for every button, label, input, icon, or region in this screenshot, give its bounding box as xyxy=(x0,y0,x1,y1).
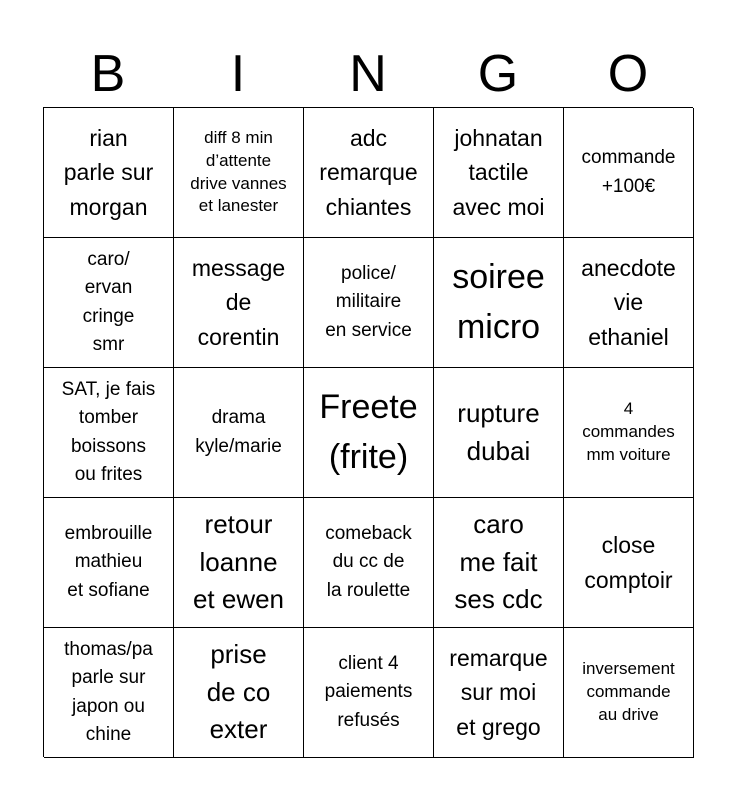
header-letter-b: B xyxy=(90,45,126,103)
cell-text: diff 8 min d’attente drive vannes et lanester xyxy=(190,127,287,216)
cell-text: adc remarque chiantes xyxy=(319,124,418,220)
bingo-cell[interactable] xyxy=(44,368,174,498)
bingo-cell[interactable] xyxy=(304,628,434,758)
cell-text: Freete (frite) xyxy=(319,388,418,476)
bingo-cell[interactable] xyxy=(44,238,174,368)
cell-text: commande +100€ xyxy=(581,147,676,197)
cell-text: soiree micro xyxy=(452,258,545,346)
cell-text: rupture dubai xyxy=(457,397,540,466)
bingo-cell[interactable] xyxy=(304,108,434,238)
bingo-cell[interactable] xyxy=(304,498,434,628)
bingo-cell[interactable] xyxy=(434,238,564,368)
bingo-cell[interactable] xyxy=(174,368,304,498)
header-letter-g: G xyxy=(477,45,519,103)
cell-text: remarque sur moi et grego xyxy=(449,644,548,740)
bingo-cell[interactable] xyxy=(174,498,304,628)
cell-text: comeback du cc de la roulette xyxy=(325,522,412,601)
cell-text: message de corentin xyxy=(191,254,286,350)
cell-text: rian parle sur morgan xyxy=(63,124,154,220)
bingo-board xyxy=(43,107,693,757)
bingo-cell[interactable] xyxy=(44,628,174,758)
bingo-cell[interactable] xyxy=(174,108,304,238)
cell-text: embrouille mathieu et sofiane xyxy=(64,522,153,601)
bingo-cell[interactable] xyxy=(44,498,174,628)
cell-text: 4 commandes mm voiture xyxy=(582,399,675,464)
cell-text: johnatan tactile avec moi xyxy=(452,124,545,220)
bingo-cell[interactable] xyxy=(564,238,694,368)
bingo-cell[interactable] xyxy=(434,628,564,758)
cell-text: retour loanne et ewen xyxy=(192,508,285,615)
bingo-cell[interactable] xyxy=(564,628,694,758)
cell-text: prise de co exter xyxy=(206,638,271,745)
bingo-cell[interactable] xyxy=(434,108,564,238)
header-letter-n: N xyxy=(349,45,387,103)
header-letter-o: O xyxy=(607,45,649,103)
cell-text: close comptoir xyxy=(584,532,673,593)
bingo-cell[interactable] xyxy=(304,238,434,368)
bingo-cell[interactable] xyxy=(174,238,304,368)
header-letter-i: I xyxy=(230,45,246,103)
cell-text: caro me fait ses cdc xyxy=(454,508,543,615)
cell-text: drama kyle/marie xyxy=(195,407,282,457)
bingo-cell[interactable] xyxy=(434,368,564,498)
bingo-cell[interactable] xyxy=(174,628,304,758)
cell-text: police/ militaire en service xyxy=(325,262,412,341)
cell-text: thomas/pa parle sur japon ou chine xyxy=(64,638,153,745)
bingo-cell[interactable] xyxy=(304,368,434,498)
bingo-cell[interactable] xyxy=(564,368,694,498)
bingo-cell[interactable] xyxy=(44,108,174,238)
cell-text: SAT, je fais tomber boissons ou frites xyxy=(61,378,156,485)
cell-text: client 4 paiements refusés xyxy=(324,652,413,731)
cell-text: caro/ ervan cringe smr xyxy=(82,248,135,355)
bingo-cell[interactable] xyxy=(564,108,694,238)
bingo-header xyxy=(43,40,693,108)
cell-text: anecdote vie ethaniel xyxy=(581,254,676,350)
bingo-cell[interactable] xyxy=(434,498,564,628)
bingo-cell[interactable] xyxy=(564,498,694,628)
cell-text: inversement commande au drive xyxy=(582,659,675,724)
